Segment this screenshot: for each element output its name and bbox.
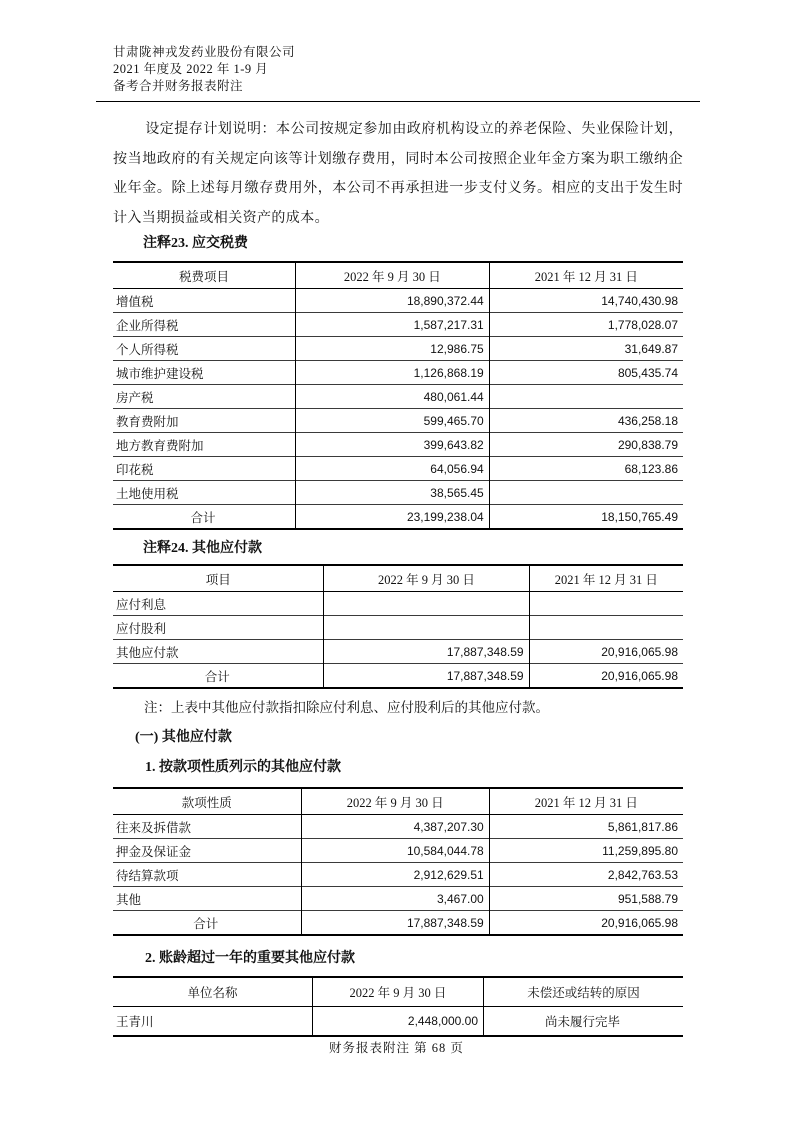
table-cell: 1,778,028.07 xyxy=(489,313,683,337)
column-header: 项目 xyxy=(113,565,324,592)
table-cell: 企业所得税 xyxy=(113,313,295,337)
table-cell: 土地使用税 xyxy=(113,481,295,505)
header-divider xyxy=(96,101,700,102)
table-cell: 805,435.74 xyxy=(489,361,683,385)
table-row xyxy=(113,409,683,433)
table-cell: 应付利息 xyxy=(113,592,324,616)
table-row xyxy=(113,289,683,313)
other-payables-table xyxy=(113,564,683,689)
total-row xyxy=(113,505,683,530)
table-row xyxy=(113,887,683,911)
table-row xyxy=(113,457,683,481)
subsection-by-nature-title: 1. 按款项性质列示的其他应付款 xyxy=(145,760,341,775)
table-cell: 31,649.87 xyxy=(489,337,683,361)
table-cell: 951,588.79 xyxy=(489,887,683,911)
table-cell: 合计 xyxy=(113,911,301,936)
table-cell: 应付股利 xyxy=(113,616,324,640)
table-header-row xyxy=(113,977,683,1007)
table-cell: 房产税 xyxy=(113,385,295,409)
table-cell: 17,887,348.59 xyxy=(324,664,529,689)
note24-title: 注释24. 其他应付款 xyxy=(143,541,262,556)
defined-contribution-plan-paragraph: 设定提存计划说明：本公司按规定参加由政府机构设立的养老保险、失业保险计划，按当地政府的有关规定向该等计划缴存费用，同时本公司按照企业年金方案为职工缴纳企业年金。除上述每月缴存费用外，本公司不再承担进一步支付义务。相应的支出于发生时计入当期损益或相关资产的成本。 xyxy=(113,122,683,226)
table-cell: 436,258.18 xyxy=(489,409,683,433)
table-row xyxy=(113,313,683,337)
total-row xyxy=(113,911,683,936)
table-cell: 王青川 xyxy=(113,1007,313,1037)
table-cell: 1,587,217.31 xyxy=(295,313,489,337)
table-cell: 290,838.79 xyxy=(489,433,683,457)
table-cell: 399,643.82 xyxy=(295,433,489,457)
table-row xyxy=(113,433,683,457)
table-row xyxy=(113,361,683,385)
table-header-row xyxy=(113,788,683,815)
table-cell: 教育费附加 xyxy=(113,409,295,433)
column-header: 2021 年 12 月 31 日 xyxy=(529,565,683,592)
table-cell: 尚未履行完毕 xyxy=(484,1007,684,1037)
table-header-row xyxy=(113,262,683,289)
table-cell: 合计 xyxy=(113,505,295,530)
table-cell: 1,126,868.19 xyxy=(295,361,489,385)
table-cell xyxy=(324,616,529,640)
report-title: 备考合并财务报表附注 xyxy=(113,79,244,93)
table-cell: 23,199,238.04 xyxy=(295,505,489,530)
column-header: 款项性质 xyxy=(113,788,301,815)
table-cell: 14,740,430.98 xyxy=(489,289,683,313)
column-header: 2021 年 12 月 31 日 xyxy=(489,788,683,815)
table-cell: 地方教育费附加 xyxy=(113,433,295,457)
report-period: 2021 年度及 2022 年 1-9 月 xyxy=(113,62,269,76)
section-other-payables-title: (一) 其他应付款 xyxy=(135,730,232,745)
table-row xyxy=(113,863,683,887)
table-cell: 3,467.00 xyxy=(301,887,489,911)
table-cell: 2,842,763.53 xyxy=(489,863,683,887)
table-cell xyxy=(529,616,683,640)
table-row xyxy=(113,839,683,863)
table-cell xyxy=(324,592,529,616)
table-cell: 2,912,629.51 xyxy=(301,863,489,887)
table-cell: 68,123.86 xyxy=(489,457,683,481)
column-header: 税费项目 xyxy=(113,262,295,289)
table-cell: 10,584,044.78 xyxy=(301,839,489,863)
total-row xyxy=(113,664,683,689)
table-cell: 480,061.44 xyxy=(295,385,489,409)
table-cell: 往来及拆借款 xyxy=(113,815,301,839)
table-cell: 4,387,207.30 xyxy=(301,815,489,839)
table-row xyxy=(113,640,683,664)
table-row xyxy=(113,481,683,505)
page-footer: 财务报表附注 第 68 页 xyxy=(329,1041,464,1055)
table-cell: 18,150,765.49 xyxy=(489,505,683,530)
table-header-row xyxy=(113,565,683,592)
column-header: 未偿还或结转的原因 xyxy=(484,977,684,1007)
table-cell: 押金及保证金 xyxy=(113,839,301,863)
table-cell: 其他 xyxy=(113,887,301,911)
table-cell: 个人所得税 xyxy=(113,337,295,361)
column-header: 2022 年 9 月 30 日 xyxy=(295,262,489,289)
table-cell: 20,916,065.98 xyxy=(489,911,683,936)
aging-over-one-year-table xyxy=(113,976,683,1037)
table-cell: 印花税 xyxy=(113,457,295,481)
company-name: 甘肃陇神戎发药业股份有限公司 xyxy=(113,45,296,59)
column-header: 2021 年 12 月 31 日 xyxy=(489,262,683,289)
table-cell: 20,916,065.98 xyxy=(529,664,683,689)
column-header: 单位名称 xyxy=(113,977,313,1007)
table-cell: 11,259,895.80 xyxy=(489,839,683,863)
taxes-payable-table xyxy=(113,261,683,530)
table-cell: 2,448,000.00 xyxy=(313,1007,484,1037)
table-row xyxy=(113,815,683,839)
table-cell: 待结算款项 xyxy=(113,863,301,887)
table-cell: 5,861,817.86 xyxy=(489,815,683,839)
table-cell xyxy=(529,592,683,616)
column-header: 2022 年 9 月 30 日 xyxy=(301,788,489,815)
table-cell: 38,565.45 xyxy=(295,481,489,505)
table-row xyxy=(113,385,683,409)
table-cell: 城市维护建设税 xyxy=(113,361,295,385)
table-cell: 增值税 xyxy=(113,289,295,313)
other-payables-note: 注：上表中其他应付款指扣除应付利息、应付股利后的其他应付款。 xyxy=(144,700,550,715)
column-header: 2022 年 9 月 30 日 xyxy=(324,565,529,592)
other-payables-by-nature-table xyxy=(113,787,683,936)
table-cell: 18,890,372.44 xyxy=(295,289,489,313)
table-cell: 12,986.75 xyxy=(295,337,489,361)
subsection-aging-title: 2. 账龄超过一年的重要其他应付款 xyxy=(145,951,355,966)
table-cell: 64,056.94 xyxy=(295,457,489,481)
table-cell: 其他应付款 xyxy=(113,640,324,664)
table-row xyxy=(113,1007,683,1037)
table-cell xyxy=(489,481,683,505)
table-cell xyxy=(489,385,683,409)
table-cell: 599,465.70 xyxy=(295,409,489,433)
table-row xyxy=(113,337,683,361)
table-row xyxy=(113,592,683,616)
table-cell: 17,887,348.59 xyxy=(324,640,529,664)
table-cell: 20,916,065.98 xyxy=(529,640,683,664)
table-cell: 合计 xyxy=(113,664,324,689)
note23-title: 注释23. 应交税费 xyxy=(143,236,248,251)
column-header: 2022 年 9 月 30 日 xyxy=(313,977,484,1007)
table-row xyxy=(113,616,683,640)
document-header xyxy=(113,44,683,95)
table-cell: 17,887,348.59 xyxy=(301,911,489,936)
